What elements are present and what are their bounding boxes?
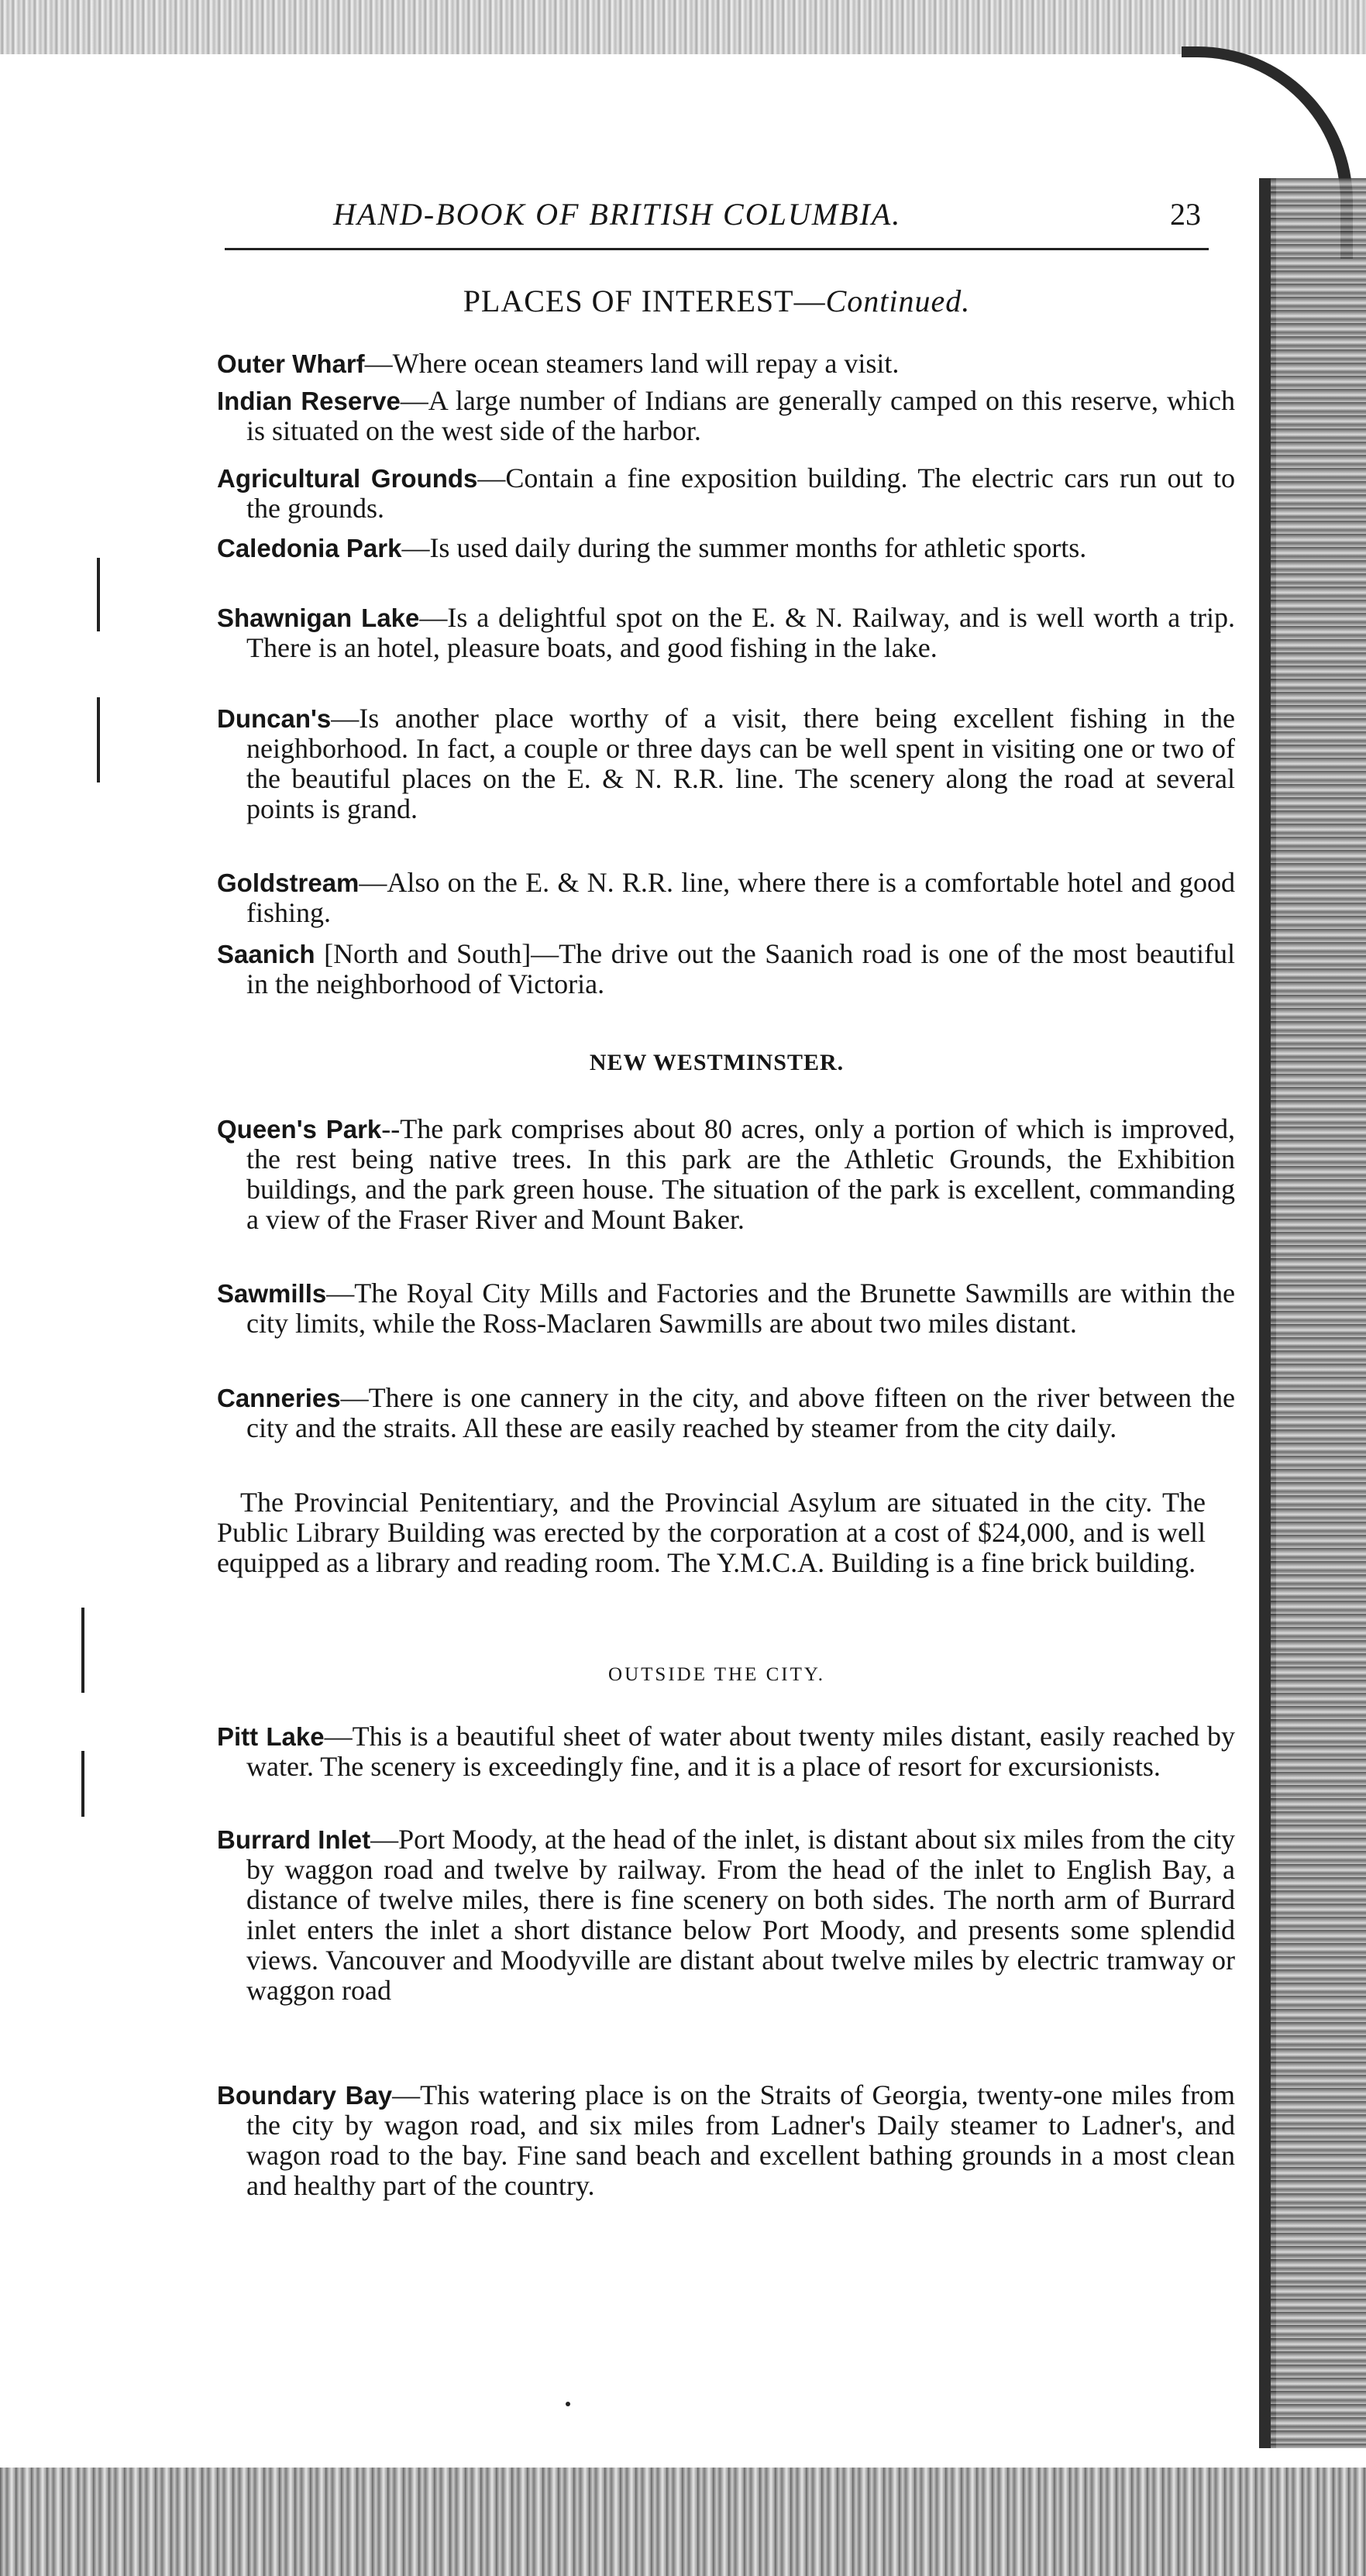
margin-mark — [81, 1751, 84, 1817]
scan-top-edge — [0, 0, 1366, 54]
entry-term: Burrard Inlet — [217, 1825, 371, 1854]
entry-outer-wharf — [217, 349, 1235, 379]
scan-bottom-edge — [0, 2468, 1366, 2576]
entry-canneries — [217, 1383, 1235, 1443]
entry-text: —This is a beautiful sheet of water about twenty miles distant, easily reached by water. The scenery is exceedingly fine, and it is a place of resort for excursionists. — [246, 1721, 1236, 1782]
entry-text: —A large number of Indians are generally camped on this reserve, which is situated on the west side of the harbor. — [246, 385, 1235, 446]
entry-indian-reserve — [217, 386, 1235, 446]
entry-text: —This watering place is on the Straits of Georgia, twenty-one miles from the city by wagon road, and six miles from Ladner's Daily steamer to Ladner's, and wagon road to the bay. Fine sand beach and excellent bathing grounds in a most clean and healthy part of the country. — [246, 2079, 1235, 2201]
entry-text: --The park comprises about 80 acres, only a portion of which is improved, the rest being native trees. In this park are the Athletic Grounds, the Exhibition buildings, and the park green house. The situation of the park is excellent, commanding a view of the Fraser River and Mount Baker. — [246, 1113, 1236, 1235]
page-number: 23 — [1170, 197, 1201, 232]
margin-mark — [97, 558, 100, 631]
entry-term: Sawmills — [217, 1279, 327, 1308]
entry-term: Goldstream — [217, 868, 360, 897]
section-heading-new-westminster: NEW WESTMINSTER. — [589, 1050, 845, 1075]
entry-term: Saanich — [217, 940, 315, 968]
entry-text: —There is one cannery in the city, and above fifteen on the river between the city and the straits. All these are easily reached by steamer from the city daily. — [246, 1382, 1235, 1443]
entry-text: —Is another place worthy of a visit, there being excellent fishing in the neighborhood. In fact, a couple or three days can be well spent in visiting one or two of the beautiful places on the E. & N. R.R. line. The scenery along the road at several points is grand. — [246, 703, 1235, 824]
entry-text: —The Royal City Mills and Factories and the Brunette Sawmills are within the city limits, while the Ross-Maclaren Sawmills are about two miles distant. — [246, 1278, 1235, 1339]
margin-mark — [81, 1608, 84, 1693]
entry-pitt-lake — [217, 1721, 1235, 1782]
stray-mark — [566, 2402, 570, 2406]
section-heading-places-of-interest: PLACES OF INTEREST—Continued. — [463, 284, 971, 318]
entry-term: Shawnigan Lake — [217, 604, 420, 632]
entry-boundary-bay — [217, 2080, 1235, 2201]
entry-term: Pitt Lake — [217, 1722, 325, 1751]
entry-term: Outer Wharf — [217, 349, 365, 378]
scan-right-edge — [1271, 178, 1366, 2448]
entry-agricultural-grounds — [217, 463, 1235, 524]
margin-mark — [97, 697, 100, 782]
entry-burrard-inlet — [217, 1825, 1235, 2006]
entry-sawmills — [217, 1278, 1235, 1339]
section-heading-outside-the-city: OUTSIDE THE CITY. — [608, 1664, 825, 1685]
entry-text: —Contain a fine exposition building. The electric cars run out to the grounds. — [246, 463, 1235, 524]
page-header — [225, 190, 1209, 250]
entry-text: —Port Moody, at the head of the inlet, is distant about six miles from the city by waggon road and twelve by railway. From the head of the inlet to English Bay, a distance of twelve miles, there is fine scenery on both sides. The north arm of Burrard inlet enters the inlet a short distance below Port Moody, and presents some splendid views. Vancouver and Moodyville are distant about twelve miles by electric tramway or waggon road — [246, 1824, 1235, 2006]
entry-text: —Is a delightful spot on the E. & N. Railway, and is well worth a trip. There is an hotel, pleasure boats, and good fishing in the lake. — [246, 602, 1236, 663]
entry-term: Indian Reserve — [217, 387, 401, 415]
entry-caledonia-park — [217, 533, 1235, 563]
entry-term: Canneries — [217, 1384, 341, 1412]
entry-term: Duncan's — [217, 704, 332, 733]
entry-term: Boundary Bay — [217, 2081, 393, 2110]
entry-shawnigan-lake — [217, 603, 1235, 663]
entry-text: —Also on the E. & N. R.R. line, where there is a comfortable hotel and good fishing. — [246, 867, 1235, 928]
entry-term: Caledonia Park — [217, 534, 402, 562]
running-title: HAND-BOOK OF BRITISH COLUMBIA. — [333, 197, 902, 232]
entry-duncans — [217, 703, 1235, 824]
entry-saanich — [217, 939, 1235, 999]
paragraph-provincial-institutions: The Provincial Penitentiary, and the Provincial Asylum are situated in the city. The Public Library Building was erected by the corporation at a cost of $24,000, and is well equipped as a library and reading room. The Y.M.C.A. Building is a fine brick building. — [217, 1487, 1206, 1578]
entry-text: —Where ocean steamers land will repay a visit. — [364, 348, 900, 379]
entry-text: —Is used daily during the summer months for athletic sports. — [401, 532, 1087, 563]
entry-term: Agricultural Grounds — [217, 464, 478, 493]
entry-goldstream — [217, 868, 1235, 928]
heading-continued: Continued. — [825, 284, 971, 318]
entry-term: Queen's Park — [217, 1115, 382, 1144]
entry-text: [North and South]—The drive out the Saanich road is one of the most beautiful in the neighborhood of Victoria. — [246, 938, 1235, 999]
entry-queens-park — [217, 1114, 1235, 1235]
